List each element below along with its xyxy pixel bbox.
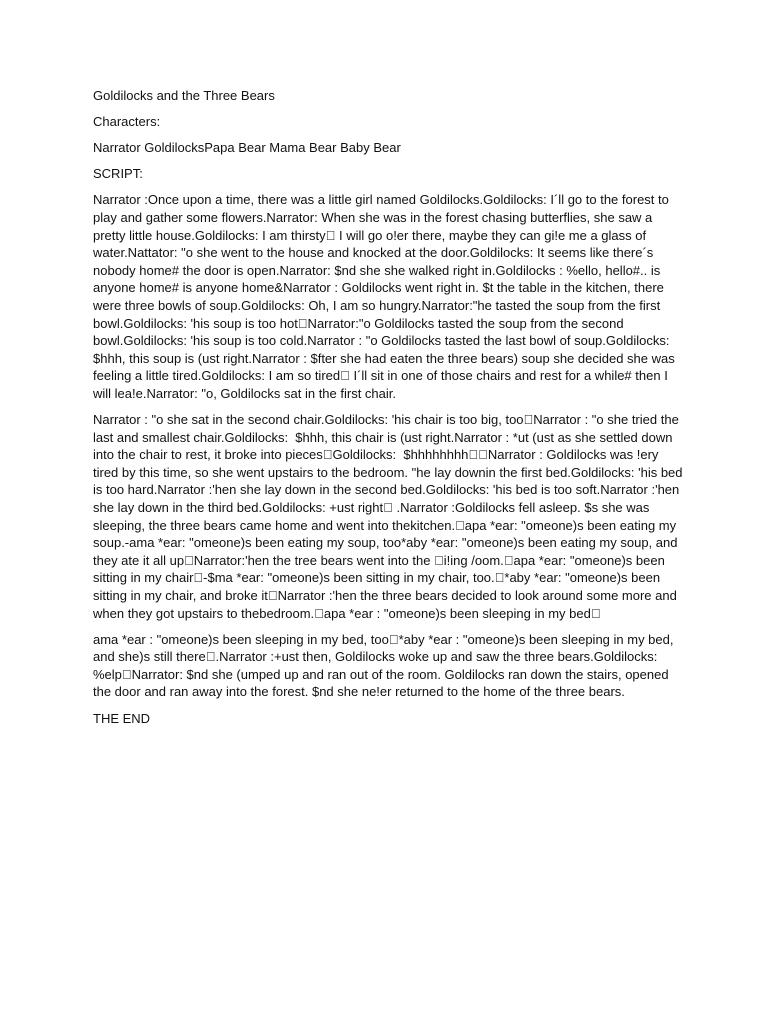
- script-paragraph: ama *ear : "omeone)s been sleeping in my bed, too *aby *ear : "omeone)s been sleeping in my bed, and she)s still there .Narrator :+ust then, Goldilocks woke up and saw the three bears.Goldilocks: %elp Narrator: $nd she (umped up and ran out of the room. Goldilocks ran down the stairs, opened the door and ran away into the forest. $nd she ne!er returned to the home of the three bears.: [93, 631, 678, 700]
- script-heading: SCRIPT:: [93, 166, 143, 182]
- script-paragraph: Narrator : "o she sat in the second chair.Goldilocks: 'his chair is too big, too Narrator : "o she tried the last and smallest chair.Goldilocks: $hhh, this chair is (ust right.Narrator : *ut (ust as she settled down into the chair to rest, it broke into pieces Goldilocks: $hhhhhhhh  Narrator : Goldilocks was !ery tired by this time, so she went upstairs to the bedroom. "he lay downin the first bed.Goldilocks: 'his bed is too hard.Narrator :'hen she lay down in the second bed.Goldilocks: 'his bed is too soft.Narrator :'hen she lay down in the third bed.Goldilocks: +ust right  .Narrator :Goldilocks fell asleep. $s she was sleeping, the three bears came home and went into thekitchen. apa *ear: "omeone)s been eating my soup.-ama *ear: "omeone)s been eating my soup, too*aby *ear: "omeone)s been eating my soup, and they ate it all up Narrator:'hen the tree bears went into the  i!ing /oom. apa *ear: "omeone)s been sitting in my chair -$ma *ear: "omeone)s been sitting in my chair, too. *aby *ear: "omeone)s been sitting in my chair, and broke it Narrator :'hen the three bears decided to look around some more and when they got upstairs to thebedroom. apa *ear : "omeone)s been sleeping in my bed : [93, 412, 687, 621]
- document-page: [93, 87, 687, 736]
- characters-heading: Characters:: [93, 114, 161, 130]
- characters-list: Narrator GoldilocksPapa Bear Mama Bear Baby Bear: [93, 140, 401, 156]
- end-text: THE END: [93, 710, 151, 726]
- script-paragraph: Narrator :Once upon a time, there was a little girl named Goldilocks.Goldilocks: I´ll go to the forest to play and gather some flowers.Narrator: When she was in the forest chasing butterflies, she saw a pretty little house.Goldilocks: I am thirsty  I will go o!er there, maybe they can gi!e me a glass of water.Nattator: "o she went to the house and knocked at the door.Goldilocks: It seems like there´s nobody home# the door is open.Narrator: $nd she she walked right in.Goldilocks : %ello, hello#.. is anyone home# is anyone home&Narrator : Goldilocks went right in. $t the table in the kitchen, there were three bowls of soup.Goldilocks: Oh, I am so hungry.Narrator:"he tasted the soup from the first bowl.Goldilocks: 'his soup is too hot Narrator:"o Goldilocks tasted the soup from the second bowl.Goldilocks: 'his soup is too cold.Narrator : "o Goldilocks tasted the last bowl of soup.Goldilocks: $hhh, this soup is (ust right.Narrator : $fter she had eaten the three bears) soup she decided she was feeling a little tired.Goldilocks: I am so tired  I´ll sit in one of those chairs and rest for a while# then I will lea!e.Narrator: "o, Goldilocks sat in the first chair.: [93, 192, 679, 401]
- document-title: Goldilocks and the Three Bears: [93, 88, 275, 103]
